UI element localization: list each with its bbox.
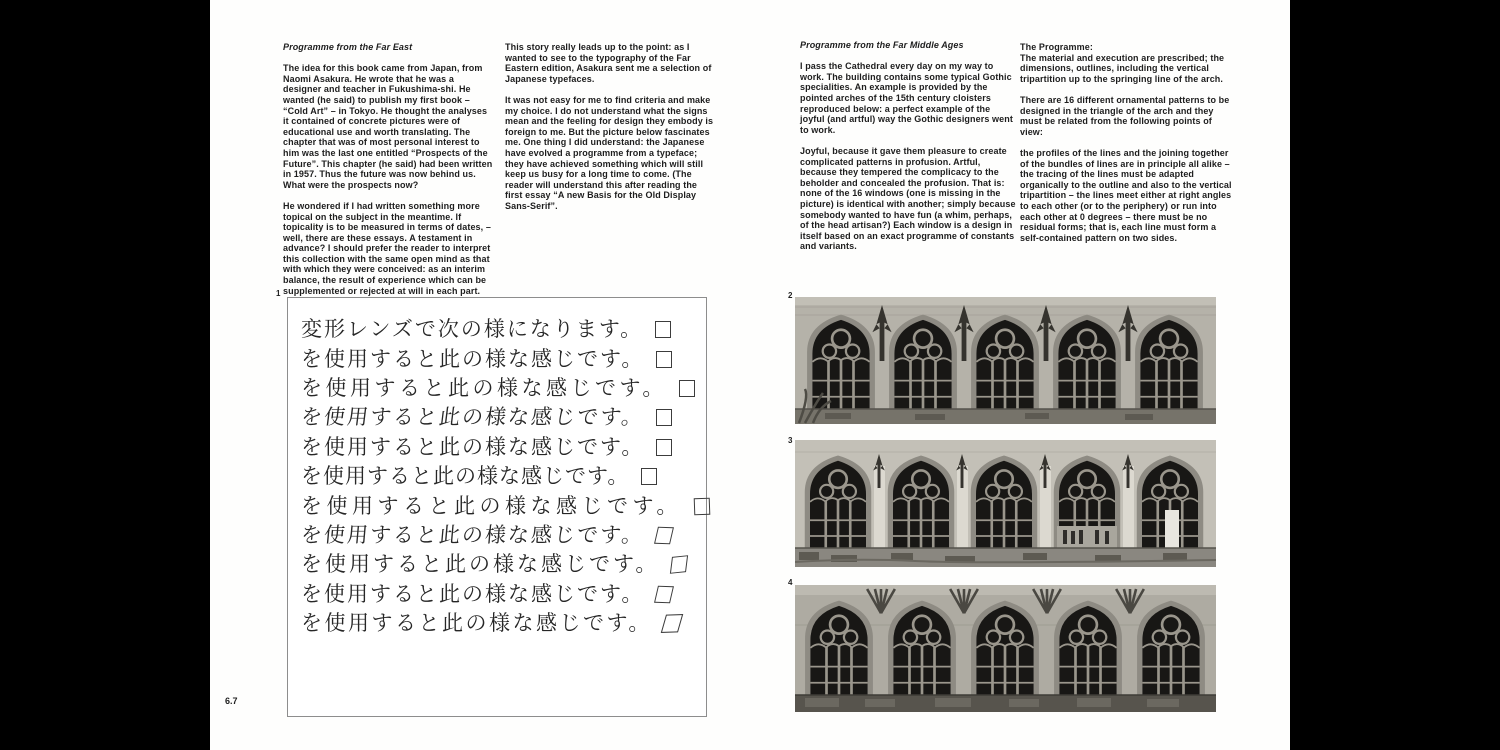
specimen-square-glyph bbox=[654, 585, 674, 603]
left-column-2 bbox=[505, 42, 715, 222]
specimen-line-text: を使用すると此の様な感じです。 bbox=[301, 493, 682, 518]
cloister-photo-illustration bbox=[795, 440, 1216, 567]
specimen-line bbox=[301, 403, 706, 432]
figure-1-number: 1 bbox=[276, 289, 281, 298]
specimen-line-text: を使用すると此の様な感じです。 bbox=[299, 405, 646, 430]
specimen-line bbox=[301, 609, 706, 638]
specimen-line-text: を使用すると此の様な感じです。 bbox=[301, 375, 667, 400]
specimen-line bbox=[301, 521, 706, 550]
specimen-line bbox=[301, 580, 706, 609]
photo-cloister-windows-2 bbox=[795, 297, 1216, 424]
heading-far-middle-ages: Programme from the Far Middle Ages bbox=[800, 40, 964, 50]
specimen-line-text: を使用すると此の様な感じです。 bbox=[301, 434, 645, 459]
right-col1-para1: I pass the Cathedral every day on my way to work. The building contains some typical Gothic specialities. An example is provided by the pointed arches of the 15th century cloisters reproduced below: a perfect example of the joyful (and artful) way the Gothic designers went to work. bbox=[800, 61, 1013, 135]
right-column-2 bbox=[1020, 42, 1234, 254]
specimen-line bbox=[301, 491, 706, 520]
figure-japanese-typeface-specimen bbox=[287, 297, 707, 717]
heading-the-programme: The Programme: bbox=[1020, 42, 1093, 52]
left-col1-para2: He wondered if I had written something more topical on the subject in the meantime. If topicality is to be measured in terms of dates, – well, there are these essays. A testament in advance? I should prefer the reader to interpret this collection with the same open mind as that with which they were conceived: as an interim balance, the result of experience which can be supplemented or rejected at will in each part. bbox=[283, 200, 491, 296]
specimen-square-glyph bbox=[679, 380, 695, 397]
specimen-square-glyph bbox=[656, 439, 672, 456]
specimen-line bbox=[301, 315, 706, 344]
specimen-line bbox=[301, 550, 706, 579]
paper-spread bbox=[210, 0, 1290, 750]
heading-far-east: Programme from the Far East bbox=[283, 42, 413, 52]
specimen-line-text: を使用すると此の様な感じです。 bbox=[301, 552, 660, 577]
figure-4-number: 4 bbox=[788, 578, 793, 587]
specimen-line bbox=[301, 433, 706, 462]
right-col2-para2: There are 16 different ornamental patterns to be designed in the triangle of the arch and they must be related from the following points of view: bbox=[1020, 94, 1230, 137]
specimen-line bbox=[301, 374, 706, 403]
specimen-line-text: を使用すると此の様な感じです。 bbox=[301, 346, 645, 371]
specimen-line-text: を使用すると此の様な感じです。 bbox=[301, 581, 645, 606]
specimen-square-glyph bbox=[654, 527, 674, 545]
specimen-line-text: 変形レンズで次の様になります。 bbox=[301, 317, 644, 342]
figure-3-number: 3 bbox=[788, 436, 793, 445]
specimen-square-glyph bbox=[656, 351, 672, 368]
left-column-1 bbox=[283, 42, 494, 307]
specimen-line-text: を使用すると此の様な感じです。 bbox=[299, 522, 646, 547]
left-col2-para2: It was not easy for me to find criteria and make my choice. I do not understand what the signs mean and the feeling for design they embody is foreign to me. But the picture below fascinates me. One thing I did understand: the Japanese have evolved a programme from a typeface; they have achieved something which will still keep us busy for a long time to come. (The reader will understand this after reading the first essay “A new Basis for the Old Display Sans-Serif”. bbox=[505, 94, 714, 211]
photo-cloister-windows-4 bbox=[795, 585, 1216, 712]
specimen-line-text: を使用すると此の様な感じです。 bbox=[301, 464, 630, 489]
right-col2-para3: the profiles of the lines and the joining together of the bundles of lines are in principle all alike – the tracing of the lines must be adapted organically to the outline and also to the vertical tripartition – the lines meet either at right angles to each other (or to the periphery) or run into each other at 0 degrees – there must be no residual forms; that is, each line must form a self-contained pattern on two sides. bbox=[1020, 147, 1232, 243]
specimen-square-glyph bbox=[655, 321, 671, 338]
figure-2-number: 2 bbox=[788, 291, 793, 300]
right-col1-para2: Joyful, because it gave them pleasure to create complicated patterns in profusion. Artful, because they tempered the complicacy to the beholder and concealed the profusion. That is: none of the 16 windows (one is missing in the picture) is identical with another; simply because somebody wanted to have fun (a whim, perhaps, of the head artisan?) Each window is a design in itself based on an exact programme of constants and variants. bbox=[800, 145, 1016, 252]
photo-cloister-windows-3 bbox=[795, 440, 1216, 567]
specimen-square-glyph bbox=[656, 409, 672, 426]
specimen-line bbox=[301, 344, 706, 373]
specimen-square-glyph bbox=[661, 614, 684, 633]
left-col1-para1: The idea for this book came from Japan, from Naomi Asakura. He wrote that he was a designer and teacher in Fukushima-shi. He wanted (he said) to publish my first book – “Cold Art” – in Tokyo. He thought the analyses it contained of concrete pictures were of educational use and worth translating. The chapter that was of most personal interest to him was the last one entitled “Prospects of the Future”. This chapter (he said) had been written in 1957. Thus the future was now behind us. What were the prospects now? bbox=[283, 63, 493, 190]
cloister-photo-illustration bbox=[795, 585, 1216, 712]
page-number: 6.7 bbox=[225, 696, 238, 706]
left-col2-para1: This story really leads up to the point: as I wanted to see to the typography of the Far Eastern edition, Asakura sent me a selection of Japanese typefaces. bbox=[505, 42, 712, 84]
cloister-photo-illustration bbox=[795, 297, 1216, 424]
specimen-square-glyph bbox=[694, 497, 711, 515]
specimen-square-glyph bbox=[670, 556, 688, 575]
specimen-line bbox=[301, 462, 706, 491]
specimen-square-glyph bbox=[641, 468, 657, 485]
right-col2-para1: The material and execution are prescribed; the dimensions, outlines, including the vertical tripartition up to the springing line of the arch. bbox=[1020, 52, 1225, 84]
right-column-1 bbox=[800, 40, 1016, 262]
specimen-line-text: を使用すると此の様な感じです。 bbox=[301, 611, 652, 636]
